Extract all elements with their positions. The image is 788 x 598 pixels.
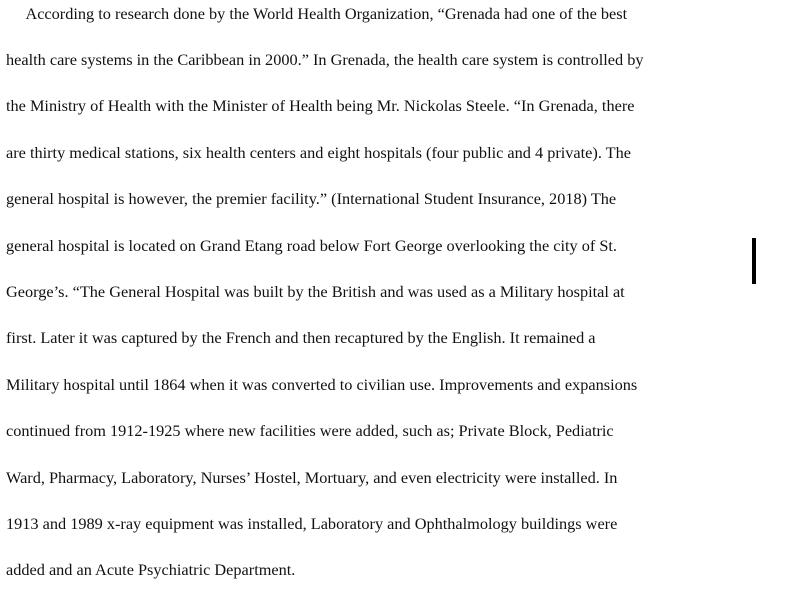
body-text-line: are thirty medical stations, six health centers and eight hospitals (four public and 4 private). The [6,143,631,162]
body-text-line: 1913 and 1989 x-ray equipment was installed, Laboratory and Ophthalmology buildings were [6,514,618,533]
body-text-line: George’s. “The General Hospital was built by the British and was used as a Military hospital at [6,282,625,301]
body-text-line: Ward, Pharmacy, Laboratory, Nurses’ Hostel, Mortuary, and even electricity were installed. In [6,468,618,487]
text-cursor[interactable] [752,238,756,284]
body-text-line: health care systems in the Caribbean in 2000.” In Grenada, the health care system is controlled by [6,50,644,69]
body-text-line: first. Later it was captured by the French and then recaptured by the English. It remained a [6,328,596,347]
body-text-line: general hospital is located on Grand Etang road below Fort George overlooking the city of St. [6,236,617,255]
body-text-line: continued from 1912-1925 where new facilities were added, such as; Private Block, Pediatric [6,421,614,440]
body-text-line: added and an Acute Psychiatric Department. [6,560,296,579]
body-text-line: the Ministry of Health with the Minister of Health being Mr. Nickolas Steele. “In Grenada, there [6,96,635,115]
body-text-line: general hospital is however, the premier facility.” (International Student Insurance, 2018) The [6,189,617,208]
body-text-line: Military hospital until 1864 when it was converted to civilian use. Improvements and expansions [6,375,638,394]
body-text-line: According to research done by the World Health Organization, “Grenada had one of the best [6,4,628,23]
